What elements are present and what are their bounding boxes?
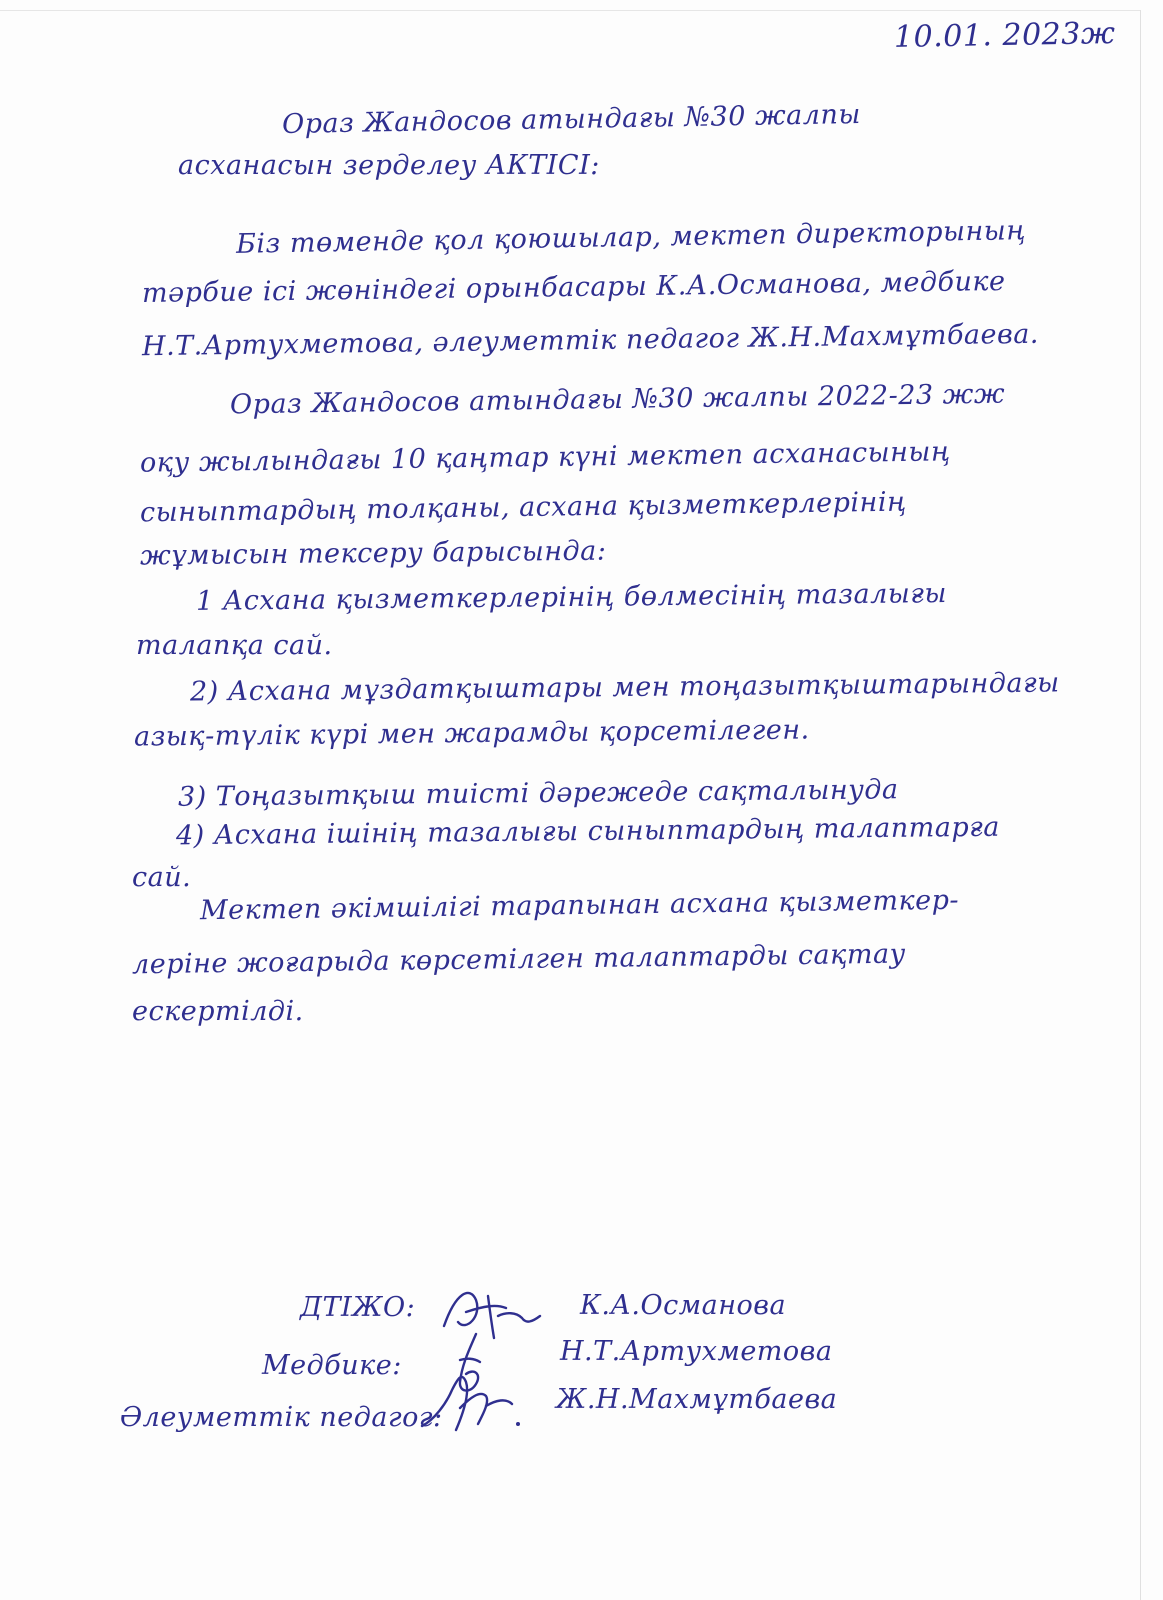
document-date: 10.01. 2023ж [893,16,1116,55]
signature-social-pedagogue [416,1360,526,1440]
body-line-9: талапқа сай. [136,630,333,661]
body-line-1: Біз төменде қол қоюшылар, мектеп директорының [235,215,1027,260]
body-line-10: 2) Асхана мұздатқыштары мен тоңазытқыштарындағы [189,667,1060,708]
body-line-4: Ораз Жандосов атындағы №30 жалпы 2022-23 жж [229,378,1006,421]
body-line-11: азық-түлік күрі мен жарамды қорсетілеген. [133,714,810,753]
body-line-17: ескертілді. [132,996,304,1027]
signature-name-deputy: К.А.Османова [580,1290,787,1321]
body-line-8: 1 Асхана қызметкерлерінің бөлмесінің тазалығы [195,578,948,617]
page-edge-top [0,10,1141,11]
body-line-14: сай. [132,862,192,893]
body-line-3: Н.Т.Артухметова, әлеуметтік педагог Ж.Н.Махмұтбаева. [141,318,1040,363]
signature-label-nurse: Медбике: [262,1350,402,1381]
page-edge-right [1140,10,1141,1600]
body-line-5: оқу жылындағы 10 қаңтар күні мектеп асханасының [139,436,951,479]
body-line-7: жұмысын тексеру барысында: [139,535,607,572]
heading-line-2: асханасын зерделеу АКТІСІ: [178,150,600,181]
signature-label-deputy: ДТІЖО: [300,1292,416,1323]
signature-name-nurse: Н.Т.Артухметова [560,1336,833,1367]
body-line-2: тәрбие ісі жөніндегі орынбасары К.А.Османова, медбике [141,265,1006,310]
body-line-16: леріне жоғарыда көрсетілген талаптарды сақтау [131,938,907,981]
body-line-15: Мектеп әкімшілігі тарапынан асхана қызметкер- [199,884,960,927]
body-line-13: 4) Асхана ішінің тазалығы сыныптардың талаптарға [175,811,1001,852]
heading-line-1: Ораз Жандосов атындағы №30 жалпы [281,98,862,141]
body-line-12: 3) Тоңазытқыш тиісті дәрежеде сақталынуда [177,774,899,813]
body-line-6: сыныптардың толқаны, асхана қызметкерлерінің [139,486,907,529]
signature-name-social-pedagogue: Ж.Н.Махмұтбаева [556,1384,838,1415]
signature-label-social-pedagogue: Әлеуметтік педагог: [120,1402,443,1433]
